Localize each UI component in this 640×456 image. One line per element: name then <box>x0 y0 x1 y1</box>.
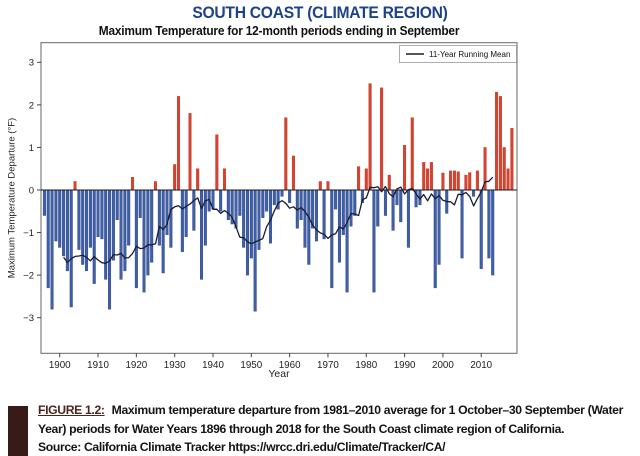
bar-2009 <box>476 171 479 190</box>
figure-caption-label: FIGURE 1.2: <box>38 403 105 417</box>
bar-2003 <box>453 171 456 190</box>
x-tick-label: 1900 <box>48 359 71 371</box>
bar-1901 <box>62 190 65 256</box>
bar-1969 <box>323 190 326 239</box>
bar-1960 <box>288 190 291 203</box>
bar-1967 <box>315 190 318 241</box>
bar-2018 <box>511 128 514 190</box>
bar-1899 <box>55 190 58 241</box>
bar-1997 <box>430 162 433 190</box>
bar-1900 <box>58 190 61 247</box>
bar-1983 <box>376 190 379 226</box>
y-tick-label: −1 <box>23 227 34 239</box>
bar-2007 <box>468 173 471 190</box>
bar-2006 <box>465 175 468 190</box>
x-tick-label: 1930 <box>163 359 186 371</box>
bar-1941 <box>216 135 219 190</box>
bar-1996 <box>426 169 429 190</box>
bar-2002 <box>449 171 452 190</box>
bar-1914 <box>112 190 115 260</box>
bar-1924 <box>150 190 153 262</box>
y-tick-label: 2 <box>28 100 34 112</box>
bar-1956 <box>273 190 276 205</box>
bar-2014 <box>495 92 498 190</box>
bar-1972 <box>334 190 337 209</box>
bar-1995 <box>422 162 425 190</box>
bar-1951 <box>254 190 257 311</box>
bar-1935 <box>193 190 196 230</box>
x-tick-label: 1960 <box>278 359 301 371</box>
bar-1950 <box>250 190 253 258</box>
bar-1985 <box>384 190 387 216</box>
bar-2004 <box>457 172 460 190</box>
bar-1936 <box>196 169 199 190</box>
bar-2013 <box>491 190 494 275</box>
bar-1918 <box>127 190 130 245</box>
bar-2012 <box>488 190 491 258</box>
bar-1896 <box>43 190 46 216</box>
bar-1970 <box>327 181 330 190</box>
bar-1937 <box>200 190 203 279</box>
bar-1954 <box>265 190 268 211</box>
bar-1971 <box>330 190 333 288</box>
bar-1925 <box>154 181 157 190</box>
bar-1975 <box>346 190 349 292</box>
bar-1919 <box>131 177 134 190</box>
figure-caption-text-line2: (Water Year) periods for Water Years 1896 through 2018 for the South Coast climate region of California. <box>38 403 623 436</box>
bar-2016 <box>503 147 506 190</box>
chart-subtitle: Maximum Temperature for 12-month periods ending in September <box>98 24 460 38</box>
bar-1906 <box>81 190 84 264</box>
bar-1908 <box>89 190 92 247</box>
bar-1984 <box>380 88 383 190</box>
bar-1912 <box>104 190 107 279</box>
bar-2005 <box>461 190 464 258</box>
x-tick-label: 1970 <box>317 359 339 371</box>
bar-1904 <box>74 181 77 190</box>
figure-caption-text-line1: Maximum temperature departure from 1981–2010 average for 1 October–30 September <box>111 403 585 417</box>
chart-region-title: SOUTH COAST (CLIMATE REGION) <box>192 3 448 22</box>
bar-2000 <box>442 173 445 190</box>
bar-1897 <box>47 190 50 288</box>
bar-1965 <box>307 190 310 264</box>
y-tick-label: 3 <box>28 57 34 69</box>
bar-1916 <box>120 190 123 279</box>
bar-1942 <box>219 190 222 211</box>
bar-1911 <box>101 190 104 239</box>
bar-2008 <box>472 190 475 196</box>
bar-1990 <box>403 145 406 190</box>
bar-1922 <box>143 190 146 292</box>
bar-1989 <box>399 190 402 222</box>
bar-2010 <box>480 190 483 269</box>
x-tick-label: 1910 <box>87 359 109 371</box>
bar-1998 <box>434 190 437 288</box>
bar-1946 <box>235 190 238 228</box>
bar-1926 <box>158 190 161 245</box>
y-axis <box>23 58 41 324</box>
bar-1913 <box>108 190 111 309</box>
bar-1898 <box>51 190 54 309</box>
bar-1944 <box>227 190 230 220</box>
bar-1943 <box>223 169 226 190</box>
bar-1905 <box>78 190 81 250</box>
bar-1978 <box>357 167 360 190</box>
bar-1992 <box>411 118 414 190</box>
y-tick-label: −3 <box>23 313 34 325</box>
legend <box>400 46 517 63</box>
bar-1953 <box>262 190 265 218</box>
bar-1934 <box>189 113 192 190</box>
bar-1963 <box>300 190 303 220</box>
bar-1991 <box>407 190 410 247</box>
bar-1921 <box>139 190 142 218</box>
x-tick-label: 1940 <box>202 359 224 371</box>
x-tick-label: 2010 <box>470 359 493 371</box>
bar-1910 <box>97 190 100 237</box>
y-axis-label: Maximum Temperature Departure (°F) <box>6 117 18 279</box>
bar-1976 <box>350 190 353 226</box>
bar-1959 <box>285 118 288 190</box>
bar-1980 <box>365 169 368 190</box>
x-tick-label: 1920 <box>125 359 148 371</box>
bar-1932 <box>181 190 184 252</box>
x-tick-label: 1980 <box>355 359 378 371</box>
legend-label: 11-Year Running Mean <box>429 50 511 59</box>
bar-1973 <box>338 190 341 262</box>
bar-1949 <box>246 190 249 275</box>
bar-1999 <box>438 190 441 264</box>
bar-1923 <box>147 190 150 275</box>
caption-accent-bar <box>8 406 28 456</box>
x-tick-label: 1990 <box>393 359 416 371</box>
bar-2015 <box>499 96 502 190</box>
bar-1947 <box>239 190 242 216</box>
bar-1915 <box>116 190 119 220</box>
bar-1958 <box>281 190 284 196</box>
bar-1961 <box>292 156 295 190</box>
bar-1903 <box>70 190 73 307</box>
bar-1933 <box>185 190 188 237</box>
y-tick-label: 1 <box>28 142 34 154</box>
x-tick-label: 1950 <box>240 359 263 371</box>
x-axis-label: Year <box>268 368 290 380</box>
bar-1938 <box>204 190 207 245</box>
bar-1931 <box>177 96 180 190</box>
bar-1902 <box>66 190 69 271</box>
bar-1929 <box>170 190 173 247</box>
bar-1930 <box>173 164 176 190</box>
y-tick-label: 0 <box>28 185 34 197</box>
bar-1977 <box>353 190 356 216</box>
bar-1968 <box>319 181 322 190</box>
figure-caption <box>38 401 634 456</box>
figure-caption-source: Source: California Climate Tracker https://wrcc.dri.edu/Climate/Tracker/CA/ <box>38 440 446 454</box>
bar-1927 <box>162 190 165 273</box>
bar-1986 <box>388 175 391 190</box>
x-tick-label: 2000 <box>432 359 454 371</box>
bar-1981 <box>369 84 372 190</box>
bar-1982 <box>373 190 376 292</box>
bar-1964 <box>304 190 307 247</box>
bar-2017 <box>507 169 510 190</box>
bar-1928 <box>166 190 169 235</box>
y-tick-label: −2 <box>23 270 34 282</box>
bar-1909 <box>93 190 96 284</box>
bar-1920 <box>135 190 138 288</box>
